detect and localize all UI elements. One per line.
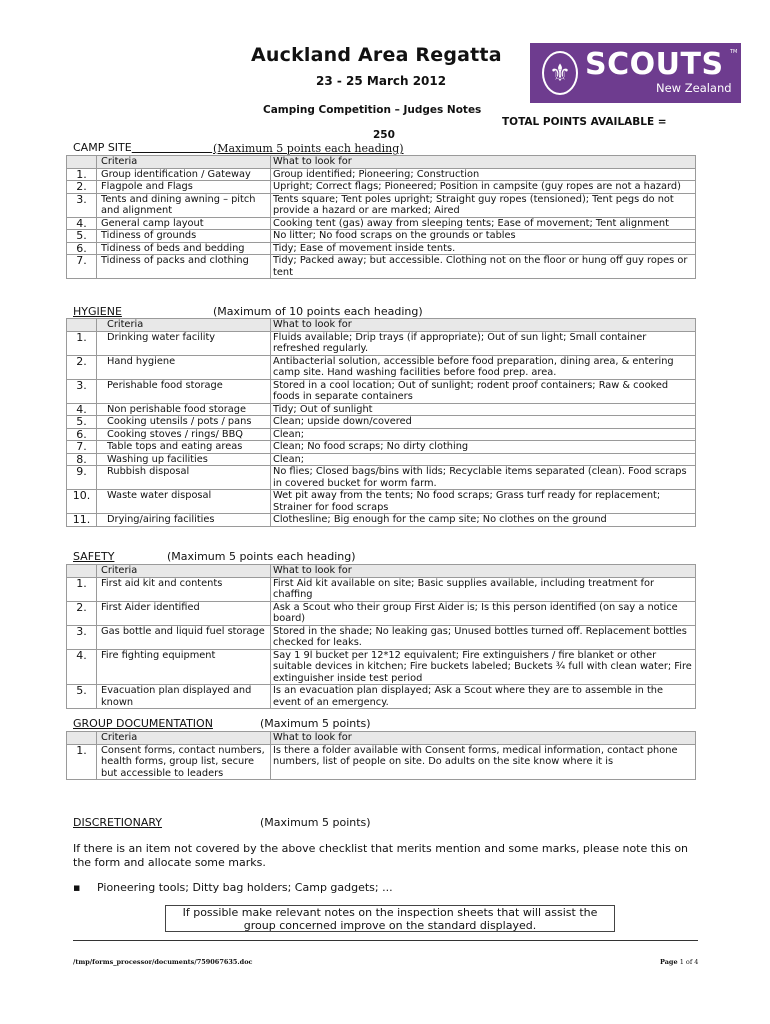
discretionary-note: (Maximum 5 points)	[260, 816, 371, 829]
table-header-row	[67, 565, 696, 578]
criteria-header: Criteria	[97, 319, 271, 332]
criteria-cell: Cooking utensils / pots / pans	[97, 416, 271, 429]
row-number: 1.	[67, 577, 97, 601]
table-row	[67, 744, 696, 780]
table-row	[67, 355, 696, 379]
row-number: 9.	[67, 466, 97, 490]
look-for-cell: Stored in a cool location; Out of sunlight; rodent proof containers; Raw & cooked foods in separate containers	[271, 379, 696, 403]
group-doc-heading	[73, 717, 371, 730]
criteria-cell: First Aider identified	[97, 601, 271, 625]
table-row	[67, 168, 696, 181]
criteria-cell: Tents and dining awning – pitch and alignment	[97, 193, 271, 217]
group-doc-table	[66, 731, 696, 780]
look-for-cell: Antibacterial solution, accessible before food preparation, dining area, & entering camp site. Hand washing facilities before food prep. area.	[271, 355, 696, 379]
table-row	[67, 428, 696, 441]
table-row	[67, 255, 696, 279]
look-for-cell: Group identified; Pioneering; Construction	[271, 168, 696, 181]
footer-page-number	[660, 958, 698, 966]
camp-site-note: (Maximum 5 points each heading)	[213, 142, 404, 155]
hygiene-table	[66, 318, 696, 527]
look-for-header: What to look for	[271, 156, 696, 169]
discretionary-text: If there is an item not covered by the above checklist that merits mention and some marks, please note this on the form and allocate some marks.	[73, 842, 689, 869]
row-number: 4.	[67, 649, 97, 685]
document-subtitle: Camping Competition – Judges Notes	[263, 104, 482, 116]
criteria-cell: Gas bottle and liquid fuel storage	[97, 625, 271, 649]
notes-box: If possible make relevant notes on the inspection sheets that will assist the group concerned improve on the standard displayed.	[165, 905, 615, 932]
row-number: 1.	[67, 331, 97, 355]
criteria-cell: Drying/airing facilities	[97, 514, 271, 527]
total-points-value: 250	[373, 129, 395, 141]
look-for-cell: Upright; Correct flags; Pioneered; Position in campsite (guy ropes are not a hazard)	[271, 181, 696, 194]
row-number: 1.	[67, 744, 97, 780]
total-points-label: TOTAL POINTS AVAILABLE =	[502, 116, 667, 128]
look-for-cell: Clean; No food scraps; No dirty clothing	[271, 441, 696, 454]
row-number: 3.	[67, 379, 97, 403]
criteria-cell: Group identification / Gateway	[97, 168, 271, 181]
criteria-cell: Non perishable food storage	[97, 403, 271, 416]
criteria-cell: Tidiness of packs and clothing	[97, 255, 271, 279]
group-doc-note: (Maximum 5 points)	[260, 717, 371, 730]
hygiene-note: (Maximum of 10 points each heading)	[213, 305, 423, 318]
table-row	[67, 453, 696, 466]
fleur-de-lis-icon: ⚜	[542, 51, 578, 95]
table-row	[67, 685, 696, 709]
table-row	[67, 416, 696, 429]
hygiene-title: HYGIENE	[73, 305, 122, 318]
row-number: 10.	[67, 490, 97, 514]
row-number: 6.	[67, 242, 97, 255]
criteria-cell: Tidiness of grounds	[97, 230, 271, 243]
logo-name: SCOUTS	[585, 47, 724, 82]
bullet-icon: ▪	[73, 881, 81, 894]
table-row	[67, 490, 696, 514]
safety-heading	[73, 550, 356, 563]
criteria-cell: Tidiness of beds and bedding	[97, 242, 271, 255]
criteria-cell: Table tops and eating areas	[97, 441, 271, 454]
look-for-cell: Tents square; Tent poles upright; Straight guy ropes (tensioned); Tent pegs do not provide a hazard or are marked; Aired	[271, 193, 696, 217]
criteria-header: Criteria	[97, 732, 271, 745]
look-for-cell: No flies; Closed bags/bins with lids; Recyclable items separated (clean). Food scraps in covered bucket for worm farm.	[271, 466, 696, 490]
row-number: 3.	[67, 193, 97, 217]
look-for-cell: Say 1 9l bucket per 12*12 equivalent; Fire extinguishers / fire blanket or other suitable devices in kitchen; Fire buckets labeled; Buckets ¾ full with clean water; Fire extinguisher inside test period	[271, 649, 696, 685]
row-number: 4.	[67, 403, 97, 416]
bullet-item	[73, 881, 393, 894]
table-row	[67, 181, 696, 194]
look-for-cell: Fluids available; Drip trays (if appropriate); Out of sun light; Small container refreshed regularly.	[271, 331, 696, 355]
look-for-cell: Tidy; Ease of movement inside tents.	[271, 242, 696, 255]
discretionary-heading	[73, 816, 371, 829]
scouts-logo	[530, 43, 741, 103]
row-number: 5.	[67, 685, 97, 709]
row-number: 1.	[67, 168, 97, 181]
look-for-header: What to look for	[271, 732, 696, 745]
safety-note: (Maximum 5 points each heading)	[167, 550, 356, 563]
look-for-cell: Clean;	[271, 428, 696, 441]
row-number: 2.	[67, 355, 97, 379]
table-row	[67, 514, 696, 527]
criteria-cell: Flagpole and Flags	[97, 181, 271, 194]
criteria-cell: Drinking water facility	[97, 331, 271, 355]
document-title: Auckland Area Regatta	[251, 44, 502, 66]
hygiene-heading	[73, 305, 423, 318]
look-for-cell: Is an evacuation plan displayed; Ask a Scout where they are to assemble in the event of an emergency.	[271, 685, 696, 709]
table-row	[67, 649, 696, 685]
look-for-header: What to look for	[271, 319, 696, 332]
bullet-text: Pioneering tools; Ditty bag holders; Camp gadgets; ...	[97, 881, 393, 894]
table-header-row	[67, 319, 696, 332]
criteria-cell: Perishable food storage	[97, 379, 271, 403]
row-number: 2.	[67, 601, 97, 625]
footer-file-path: /tmp/forms_processor/documents/759067635.doc	[73, 958, 253, 966]
criteria-cell: Cooking stoves / rings/ BBQ	[97, 428, 271, 441]
table-row	[67, 577, 696, 601]
row-number: 11.	[67, 514, 97, 527]
page-num: 1	[679, 958, 684, 966]
row-number: 8.	[67, 453, 97, 466]
table-row	[67, 441, 696, 454]
table-row	[67, 242, 696, 255]
table-row	[67, 379, 696, 403]
table-row	[67, 230, 696, 243]
row-number: 7.	[67, 255, 97, 279]
look-for-cell: First Aid kit available on site; Basic supplies available, including treatment for chaffing	[271, 577, 696, 601]
look-for-cell: Clean;	[271, 453, 696, 466]
criteria-cell: Hand hygiene	[97, 355, 271, 379]
look-for-header: What to look for	[271, 565, 696, 578]
table-header-row	[67, 732, 696, 745]
footer-divider	[73, 940, 698, 941]
criteria-cell: Fire fighting equipment	[97, 649, 271, 685]
criteria-cell: Evacuation plan displayed and known	[97, 685, 271, 709]
look-for-cell: No litter; No food scraps on the grounds or tables	[271, 230, 696, 243]
page-of: of 4	[685, 958, 699, 966]
group-doc-title: GROUP DOCUMENTATION	[73, 717, 213, 730]
look-for-cell: Is there a folder available with Consent forms, medical information, contact phone numbers, list of people on site. Do adults on the site know where it is	[271, 744, 696, 780]
criteria-cell: Consent forms, contact numbers, health forms, group list, secure but accessible to leaders	[97, 744, 271, 780]
table-row	[67, 601, 696, 625]
logo-region: New Zealand	[656, 81, 732, 95]
row-number: 2.	[67, 181, 97, 194]
table-header-row	[67, 156, 696, 169]
look-for-cell: Ask a Scout who their group First Aider is; Is this person identified (on say a notice board)	[271, 601, 696, 625]
row-number: 3.	[67, 625, 97, 649]
look-for-cell: Clean; upside down/covered	[271, 416, 696, 429]
look-for-cell: Tidy; Packed away; but accessible. Clothing not on the floor or hung off guy ropes or tent	[271, 255, 696, 279]
event-dates: 23 - 25 March 2012	[316, 74, 447, 88]
table-row	[67, 217, 696, 230]
row-number: 5.	[67, 416, 97, 429]
look-for-cell: Stored in the shade; No leaking gas; Unused bottles turned off. Replacement bottles checked for leaks.	[271, 625, 696, 649]
logo-trademark: TM	[730, 49, 738, 55]
criteria-cell: Washing up facilities	[97, 453, 271, 466]
criteria-cell: First aid kit and contents	[97, 577, 271, 601]
table-row	[67, 403, 696, 416]
look-for-cell: Cooking tent (gas) away from sleeping tents; Ease of movement; Tent alignment	[271, 217, 696, 230]
camp-site-title: CAMP SITE	[73, 141, 132, 154]
look-for-cell: Tidy; Out of sunlight	[271, 403, 696, 416]
table-row	[67, 193, 696, 217]
look-for-cell: Wet pit away from the tents; No food scraps; Grass turf ready for replacement; Strainer for food scraps	[271, 490, 696, 514]
criteria-cell: Waste water disposal	[97, 490, 271, 514]
criteria-cell: General camp layout	[97, 217, 271, 230]
safety-table	[66, 564, 696, 709]
table-row	[67, 466, 696, 490]
safety-title: SAFETY	[73, 550, 115, 563]
camp-site-table	[66, 155, 696, 279]
look-for-cell: Clothesline; Big enough for the camp site; No clothes on the ground	[271, 514, 696, 527]
row-number: 7.	[67, 441, 97, 454]
criteria-cell: Rubbish disposal	[97, 466, 271, 490]
row-number: 4.	[67, 217, 97, 230]
criteria-header: Criteria	[97, 565, 271, 578]
table-row	[67, 625, 696, 649]
camp-site-heading	[73, 141, 404, 155]
discretionary-title: DISCRETIONARY	[73, 816, 163, 829]
criteria-header: Criteria	[97, 156, 271, 169]
row-number: 6.	[67, 428, 97, 441]
table-row	[67, 331, 696, 355]
page-label: Page	[660, 958, 678, 966]
row-number: 5.	[67, 230, 97, 243]
